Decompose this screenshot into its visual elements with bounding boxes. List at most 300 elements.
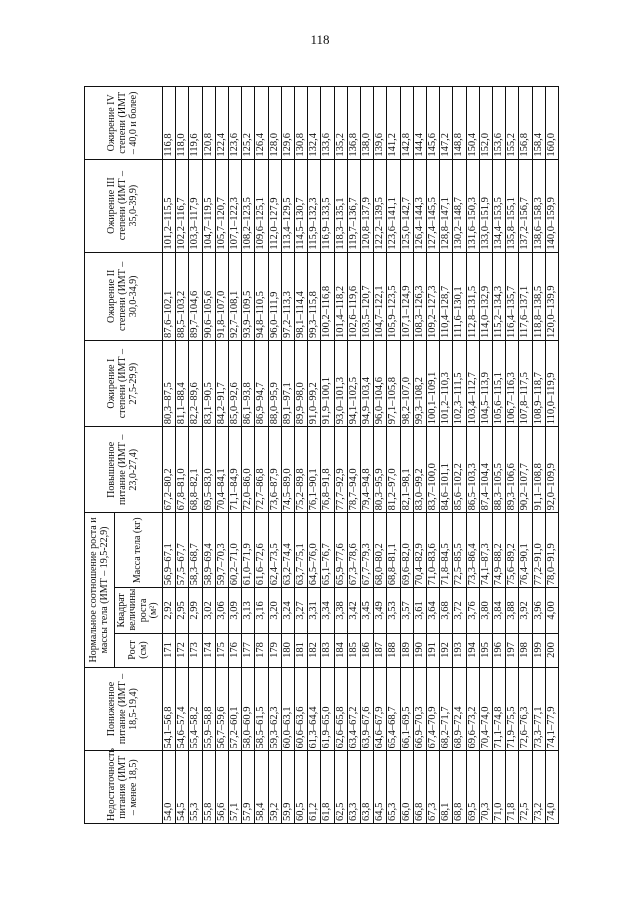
table-row xyxy=(308,87,321,824)
normal-mass-cell: 69,6–82,0 xyxy=(400,513,413,588)
obesity-4-cell: 119,6 xyxy=(189,87,202,160)
table-row xyxy=(453,87,466,824)
table-row xyxy=(400,87,413,824)
height-cell: 196 xyxy=(493,633,506,667)
obesity-2-cell: 97,2–113,3 xyxy=(281,252,294,340)
reduced-cell: 62,6–65,8 xyxy=(334,667,347,751)
underweight-cell: 55,3 xyxy=(189,751,202,824)
height-cell: 181 xyxy=(295,633,308,667)
reduced-cell: 72,6–76,3 xyxy=(519,667,532,751)
reduced-cell: 57,2–60,1 xyxy=(229,667,242,751)
obesity-2-cell: 96,0–111,9 xyxy=(268,252,281,340)
increased-cell: 74,5–89,0 xyxy=(281,427,294,513)
obesity-4-cell: 128,0 xyxy=(268,87,281,160)
obesity-3-cell: 137,2–156,7 xyxy=(519,159,532,252)
reduced-cell: 58,0–60,9 xyxy=(242,667,255,751)
header-normal: Нормальное соотношение роста и массы тела (ИМТ – 19,5-22,9) xyxy=(85,513,115,667)
height-cell: 185 xyxy=(347,633,360,667)
height-square-cell: 3,92 xyxy=(519,588,532,633)
obesity-4-cell: 138,0 xyxy=(361,87,374,160)
height-cell: 184 xyxy=(334,633,347,667)
obesity-2-cell: 98,1–114,4 xyxy=(295,252,308,340)
height-cell: 191 xyxy=(427,633,440,667)
obesity-4-cell: 130,8 xyxy=(295,87,308,160)
table-row xyxy=(374,87,387,824)
increased-cell: 67,2–80,2 xyxy=(163,427,176,513)
obesity-3-cell: 102,2–116,7 xyxy=(176,159,189,252)
obesity-4-cell: 148,8 xyxy=(453,87,466,160)
obesity-4-cell: 158,4 xyxy=(532,87,545,160)
reduced-cell: 64,6–67,9 xyxy=(374,667,387,751)
increased-cell: 90,2–107,7 xyxy=(519,427,532,513)
header-obesity-1: Ожирение I степени (ИМТ – 27,5-29,9) xyxy=(85,341,163,427)
header-obesity-2: Ожирение II степени (ИМТ – 30,0-34,9) xyxy=(85,252,163,340)
normal-mass-cell: 67,3–78,6 xyxy=(347,513,360,588)
height-square-cell: 3,38 xyxy=(334,588,347,633)
table-row xyxy=(176,87,189,824)
obesity-4-cell: 133,6 xyxy=(321,87,334,160)
obesity-4-cell: 139,6 xyxy=(374,87,387,160)
normal-mass-cell: 68,8–81,1 xyxy=(387,513,400,588)
reduced-cell: 63,4–67,2 xyxy=(347,667,360,751)
normal-mass-cell: 75,6–89,2 xyxy=(506,513,519,588)
obesity-4-cell: 122,4 xyxy=(215,87,228,160)
increased-cell: 67,8–81,0 xyxy=(176,427,189,513)
increased-cell: 81,2–97,0 xyxy=(387,427,400,513)
obesity-4-cell: 145,6 xyxy=(427,87,440,160)
obesity-1-cell: 106,7–116,3 xyxy=(506,341,519,427)
underweight-cell: 72,5 xyxy=(519,751,532,824)
obesity-4-cell: 136,8 xyxy=(347,87,360,160)
reduced-cell: 69,6–73,2 xyxy=(466,667,479,751)
increased-cell: 75,2–89,8 xyxy=(295,427,308,513)
obesity-2-cell: 93,9–109,5 xyxy=(242,252,255,340)
obesity-2-cell: 100,2–116,8 xyxy=(321,252,334,340)
height-cell: 174 xyxy=(202,633,215,667)
increased-cell: 70,4–84,1 xyxy=(215,427,228,513)
table-row xyxy=(545,87,558,824)
obesity-2-cell: 91,8–107,0 xyxy=(215,252,228,340)
reduced-cell: 54,6–57,4 xyxy=(176,667,189,751)
underweight-cell: 67,3 xyxy=(427,751,440,824)
table-row xyxy=(281,87,294,824)
table-row xyxy=(466,87,479,824)
table-row xyxy=(189,87,202,824)
obesity-2-cell: 108,3–126,3 xyxy=(413,252,426,340)
increased-cell: 72,0–86,0 xyxy=(242,427,255,513)
obesity-4-cell: 116,8 xyxy=(163,87,176,160)
height-cell: 190 xyxy=(413,633,426,667)
underweight-cell: 66,0 xyxy=(400,751,413,824)
normal-mass-cell: 71,8–84,5 xyxy=(440,513,453,588)
height-cell: 173 xyxy=(189,633,202,667)
obesity-4-cell: 126,4 xyxy=(255,87,268,160)
obesity-4-cell: 141,2 xyxy=(387,87,400,160)
obesity-3-cell: 131,6–150,3 xyxy=(466,159,479,252)
obesity-4-cell: 123,6 xyxy=(229,87,242,160)
underweight-cell: 59,9 xyxy=(281,751,294,824)
normal-mass-cell: 71,0–83,6 xyxy=(427,513,440,588)
normal-mass-cell: 74,9–88,2 xyxy=(493,513,506,588)
height-square-cell: 3,80 xyxy=(479,588,492,633)
underweight-cell: 61,8 xyxy=(321,751,334,824)
underweight-cell: 71,0 xyxy=(493,751,506,824)
height-square-cell: 3,42 xyxy=(347,588,360,633)
obesity-1-cell: 89,9–98,0 xyxy=(295,341,308,427)
height-cell: 175 xyxy=(215,633,228,667)
table-row xyxy=(163,87,176,824)
increased-cell: 91,1–108,8 xyxy=(532,427,545,513)
obesity-4-cell: 129,6 xyxy=(281,87,294,160)
obesity-2-cell: 92,7–108,1 xyxy=(229,252,242,340)
height-cell: 182 xyxy=(308,633,321,667)
obesity-3-cell: 113,4–129,5 xyxy=(281,159,294,252)
rotated-table-container xyxy=(84,86,584,824)
reduced-cell: 71,9–75,5 xyxy=(506,667,519,751)
increased-cell: 83,0–99,2 xyxy=(413,427,426,513)
obesity-3-cell: 107,1–122,3 xyxy=(229,159,242,252)
height-square-cell: 3,06 xyxy=(215,588,228,633)
increased-cell: 69,5–83,0 xyxy=(202,427,215,513)
obesity-3-cell: 122,2–139,5 xyxy=(374,159,387,252)
increased-cell: 88,3–105,5 xyxy=(493,427,506,513)
height-cell: 171 xyxy=(163,633,176,667)
increased-cell: 78,7–94,0 xyxy=(347,427,360,513)
height-cell: 188 xyxy=(387,633,400,667)
obesity-1-cell: 103,4–112,7 xyxy=(466,341,479,427)
underweight-cell: 54,5 xyxy=(176,751,189,824)
obesity-1-cell: 99,3–108,2 xyxy=(413,341,426,427)
obesity-3-cell: 116,9–133,5 xyxy=(321,159,334,252)
normal-mass-cell: 56,9–67,1 xyxy=(163,513,176,588)
height-cell: 200 xyxy=(545,633,558,667)
height-cell: 178 xyxy=(255,633,268,667)
reduced-cell: 63,9–67,6 xyxy=(361,667,374,751)
obesity-1-cell: 86,9–94,7 xyxy=(255,341,268,427)
obesity-1-cell: 96,0–104,6 xyxy=(374,341,387,427)
header-height-square: Квадрат величины роста (м²) xyxy=(115,588,163,633)
obesity-2-cell: 87,6–102,1 xyxy=(163,252,176,340)
reduced-cell: 60,6–63,6 xyxy=(295,667,308,751)
obesity-1-cell: 101,2–110,3 xyxy=(440,341,453,427)
table-row xyxy=(255,87,268,824)
increased-cell: 87,4–104,4 xyxy=(479,427,492,513)
height-cell: 179 xyxy=(268,633,281,667)
normal-mass-cell: 70,4–82,9 xyxy=(413,513,426,588)
height-square-cell: 3,24 xyxy=(281,588,294,633)
table-row xyxy=(215,87,228,824)
height-square-cell: 2,92 xyxy=(163,588,176,633)
table-row xyxy=(229,87,242,824)
increased-cell: 86,5–103,3 xyxy=(466,427,479,513)
obesity-4-cell: 150,4 xyxy=(466,87,479,160)
obesity-2-cell: 111,6–130,1 xyxy=(453,252,466,340)
height-square-cell: 3,84 xyxy=(493,588,506,633)
normal-mass-cell: 63,2–74,4 xyxy=(281,513,294,588)
height-square-cell: 3,13 xyxy=(242,588,255,633)
obesity-4-cell: 153,6 xyxy=(493,87,506,160)
reduced-cell: 74,1–77,9 xyxy=(545,667,558,751)
reduced-cell: 71,1–74,8 xyxy=(493,667,506,751)
obesity-2-cell: 112,8–131,5 xyxy=(466,252,479,340)
obesity-3-cell: 114,5–130,7 xyxy=(295,159,308,252)
reduced-cell: 67,4–70,9 xyxy=(427,667,440,751)
obesity-2-cell: 88,5–103,2 xyxy=(176,252,189,340)
underweight-cell: 71,8 xyxy=(506,751,519,824)
height-cell: 189 xyxy=(400,633,413,667)
reduced-cell: 55,9–58,8 xyxy=(202,667,215,751)
height-cell: 199 xyxy=(532,633,545,667)
obesity-3-cell: 109,6–125,1 xyxy=(255,159,268,252)
table-row xyxy=(321,87,334,824)
obesity-1-cell: 83,1–90,5 xyxy=(202,341,215,427)
table-row xyxy=(427,87,440,824)
obesity-3-cell: 108,2–123,5 xyxy=(242,159,255,252)
normal-mass-cell: 65,9–77,6 xyxy=(334,513,347,588)
table-row xyxy=(440,87,453,824)
obesity-1-cell: 107,8–117,5 xyxy=(519,341,532,427)
height-cell: 193 xyxy=(453,633,466,667)
table-row xyxy=(347,87,360,824)
obesity-2-cell: 103,5–120,7 xyxy=(361,252,374,340)
height-cell: 198 xyxy=(519,633,532,667)
bmi-table xyxy=(84,86,559,824)
reduced-cell: 54,1–56,8 xyxy=(163,667,176,751)
obesity-3-cell: 125,0–142,7 xyxy=(400,159,413,252)
reduced-cell: 70,4–74,0 xyxy=(479,667,492,751)
obesity-2-cell: 99,3–115,8 xyxy=(308,252,321,340)
height-square-cell: 3,09 xyxy=(229,588,242,633)
underweight-cell: 63,3 xyxy=(347,751,360,824)
increased-cell: 72,7–86,8 xyxy=(255,427,268,513)
normal-mass-cell: 78,0–91,9 xyxy=(545,513,558,588)
height-cell: 195 xyxy=(479,633,492,667)
obesity-3-cell: 105,7–120,7 xyxy=(215,159,228,252)
header-increased: Повышенное питание (ИМТ – 23,0-27,4) xyxy=(85,427,163,513)
normal-mass-cell: 76,4–90,1 xyxy=(519,513,532,588)
increased-cell: 83,7–100,0 xyxy=(427,427,440,513)
height-cell: 192 xyxy=(440,633,453,667)
underweight-cell: 54,0 xyxy=(163,751,176,824)
reduced-cell: 66,1–69,5 xyxy=(400,667,413,751)
obesity-1-cell: 94,9–103,4 xyxy=(361,341,374,427)
reduced-cell: 58,5–61,5 xyxy=(255,667,268,751)
increased-cell: 92,0–109,9 xyxy=(545,427,558,513)
reduced-cell: 59,3–62,3 xyxy=(268,667,281,751)
height-cell: 172 xyxy=(176,633,189,667)
obesity-3-cell: 134,4–153,5 xyxy=(493,159,506,252)
height-square-cell: 3,88 xyxy=(506,588,519,633)
underweight-cell: 59,2 xyxy=(268,751,281,824)
height-square-cell: 3,45 xyxy=(361,588,374,633)
reduced-cell: 66,9–70,3 xyxy=(413,667,426,751)
underweight-cell: 74,0 xyxy=(545,751,558,824)
normal-mass-cell: 68,0–80,2 xyxy=(374,513,387,588)
normal-mass-cell: 67,7–79,3 xyxy=(361,513,374,588)
increased-cell: 68,8–82,1 xyxy=(189,427,202,513)
obesity-4-cell: 144,4 xyxy=(413,87,426,160)
table-row xyxy=(479,87,492,824)
obesity-4-cell: 152,0 xyxy=(479,87,492,160)
obesity-3-cell: 119,7–136,7 xyxy=(347,159,360,252)
obesity-2-cell: 115,2–134,3 xyxy=(493,252,506,340)
obesity-3-cell: 127,4–145,5 xyxy=(427,159,440,252)
obesity-2-cell: 116,4–135,7 xyxy=(506,252,519,340)
increased-cell: 76,1–90,1 xyxy=(308,427,321,513)
obesity-2-cell: 120,0–139,9 xyxy=(545,252,558,340)
obesity-4-cell: 147,2 xyxy=(440,87,453,160)
obesity-3-cell: 135,8–155,1 xyxy=(506,159,519,252)
obesity-2-cell: 117,6–137,1 xyxy=(519,252,532,340)
increased-cell: 79,4–94,8 xyxy=(361,427,374,513)
reduced-cell: 55,4–58,2 xyxy=(189,667,202,751)
normal-mass-cell: 57,5–67,7 xyxy=(176,513,189,588)
obesity-3-cell: 140,0–159,9 xyxy=(545,159,558,252)
underweight-cell: 66,8 xyxy=(413,751,426,824)
obesity-1-cell: 93,0–101,3 xyxy=(334,341,347,427)
obesity-2-cell: 118,8–138,5 xyxy=(532,252,545,340)
height-square-cell: 3,64 xyxy=(427,588,440,633)
table-row xyxy=(334,87,347,824)
header-obesity-4: Ожирение IV степени (ИМТ – 40,0 и более) xyxy=(85,87,163,160)
obesity-3-cell: 115,9–132,3 xyxy=(308,159,321,252)
obesity-1-cell: 80,3–87,5 xyxy=(163,341,176,427)
height-square-cell: 3,31 xyxy=(308,588,321,633)
height-cell: 197 xyxy=(506,633,519,667)
height-cell: 194 xyxy=(466,633,479,667)
underweight-cell: 63,8 xyxy=(361,751,374,824)
height-cell: 187 xyxy=(374,633,387,667)
obesity-4-cell: 132,4 xyxy=(308,87,321,160)
obesity-3-cell: 123,6–141,1 xyxy=(387,159,400,252)
page-number: 118 xyxy=(310,32,330,47)
height-square-cell: 3,16 xyxy=(255,588,268,633)
table-row xyxy=(268,87,281,824)
increased-cell: 77,7–92,9 xyxy=(334,427,347,513)
table-row xyxy=(295,87,308,824)
normal-mass-cell: 64,5–76,0 xyxy=(308,513,321,588)
obesity-1-cell: 81,1–88,4 xyxy=(176,341,189,427)
table-row xyxy=(361,87,374,824)
height-square-cell: 3,34 xyxy=(321,588,334,633)
increased-cell: 71,1–84,9 xyxy=(229,427,242,513)
obesity-4-cell: 142,8 xyxy=(400,87,413,160)
height-square-cell: 3,72 xyxy=(453,588,466,633)
obesity-2-cell: 94,8–110,5 xyxy=(255,252,268,340)
underweight-cell: 70,3 xyxy=(479,751,492,824)
table-row xyxy=(387,87,400,824)
obesity-3-cell: 103,3–117,9 xyxy=(189,159,202,252)
reduced-cell: 68,2–71,7 xyxy=(440,667,453,751)
obesity-3-cell: 138,6–158,3 xyxy=(532,159,545,252)
obesity-1-cell: 91,9–100,1 xyxy=(321,341,334,427)
table-body xyxy=(163,87,559,824)
header-obesity-3: Ожирение III степени (ИМТ – 35,0-39,9) xyxy=(85,159,163,252)
obesity-1-cell: 91,0–99,2 xyxy=(308,341,321,427)
reduced-cell: 68,9–72,4 xyxy=(453,667,466,751)
height-cell: 180 xyxy=(281,633,294,667)
normal-mass-cell: 59,7–70,3 xyxy=(215,513,228,588)
height-square-cell: 3,20 xyxy=(268,588,281,633)
table-row xyxy=(519,87,532,824)
underweight-cell: 60,5 xyxy=(295,751,308,824)
increased-cell: 73,6–87,9 xyxy=(268,427,281,513)
obesity-3-cell: 128,8–147,1 xyxy=(440,159,453,252)
height-square-cell: 3,68 xyxy=(440,588,453,633)
normal-mass-cell: 73,3–86,4 xyxy=(466,513,479,588)
normal-mass-cell: 58,3–68,7 xyxy=(189,513,202,588)
obesity-1-cell: 108,9–118,7 xyxy=(532,341,545,427)
obesity-2-cell: 110,4–128,7 xyxy=(440,252,453,340)
obesity-1-cell: 84,2–91,7 xyxy=(215,341,228,427)
obesity-2-cell: 102,6–119,6 xyxy=(347,252,360,340)
reduced-cell: 61,9–65,0 xyxy=(321,667,334,751)
header-underweight: Недостаточность питания (ИМТ – менее 18,5) xyxy=(85,751,163,824)
obesity-1-cell: 98,2–107,0 xyxy=(400,341,413,427)
height-cell: 177 xyxy=(242,633,255,667)
reduced-cell: 73,3–77,1 xyxy=(532,667,545,751)
normal-mass-cell: 61,6–72,6 xyxy=(255,513,268,588)
reduced-cell: 60,0–63,1 xyxy=(281,667,294,751)
table-row xyxy=(202,87,215,824)
obesity-1-cell: 100,1–109,1 xyxy=(427,341,440,427)
obesity-4-cell: 156,8 xyxy=(519,87,532,160)
obesity-3-cell: 120,8–137,9 xyxy=(361,159,374,252)
underweight-cell: 69,5 xyxy=(466,751,479,824)
height-cell: 183 xyxy=(321,633,334,667)
normal-mass-cell: 62,4–73,5 xyxy=(268,513,281,588)
obesity-3-cell: 130,2–148,7 xyxy=(453,159,466,252)
table-row xyxy=(493,87,506,824)
obesity-2-cell: 109,2–127,3 xyxy=(427,252,440,340)
header-mass: Масса тела (кг) xyxy=(115,513,163,588)
increased-cell: 76,8–91,8 xyxy=(321,427,334,513)
height-square-cell: 3,57 xyxy=(400,588,413,633)
increased-cell: 85,6–102,2 xyxy=(453,427,466,513)
obesity-4-cell: 155,2 xyxy=(506,87,519,160)
normal-mass-cell: 58,9–69,4 xyxy=(202,513,215,588)
obesity-3-cell: 118,3–135,1 xyxy=(334,159,347,252)
obesity-1-cell: 89,1–97,1 xyxy=(281,341,294,427)
reduced-cell: 61,3–64,4 xyxy=(308,667,321,751)
increased-cell: 89,3–106,6 xyxy=(506,427,519,513)
height-square-cell: 3,49 xyxy=(374,588,387,633)
normal-mass-cell: 65,1–76,7 xyxy=(321,513,334,588)
obesity-1-cell: 105,6–115,1 xyxy=(493,341,506,427)
normal-mass-cell: 74,1–87,3 xyxy=(479,513,492,588)
header-reduced: Пониженное питание (ИМТ – 18,5-19,4) xyxy=(85,667,163,751)
reduced-cell: 56,7–59,6 xyxy=(215,667,228,751)
underweight-cell: 57,9 xyxy=(242,751,255,824)
normal-mass-cell: 63,7–75,1 xyxy=(295,513,308,588)
obesity-3-cell: 133,0–151,9 xyxy=(479,159,492,252)
height-square-cell: 3,27 xyxy=(295,588,308,633)
obesity-4-cell: 125,2 xyxy=(242,87,255,160)
header-height: Рост (см) xyxy=(115,633,163,667)
obesity-1-cell: 94,1–102,5 xyxy=(347,341,360,427)
height-square-cell: 3,76 xyxy=(466,588,479,633)
table-row xyxy=(506,87,519,824)
normal-mass-cell: 72,5–85,5 xyxy=(453,513,466,588)
underweight-cell: 55,8 xyxy=(202,751,215,824)
increased-cell: 82,1–98,1 xyxy=(400,427,413,513)
obesity-3-cell: 126,4–144,3 xyxy=(413,159,426,252)
normal-mass-cell: 77,2–91,0 xyxy=(532,513,545,588)
height-square-cell: 4,00 xyxy=(545,588,558,633)
obesity-4-cell: 118,0 xyxy=(176,87,189,160)
height-cell: 186 xyxy=(361,633,374,667)
increased-cell: 80,3–95,9 xyxy=(374,427,387,513)
